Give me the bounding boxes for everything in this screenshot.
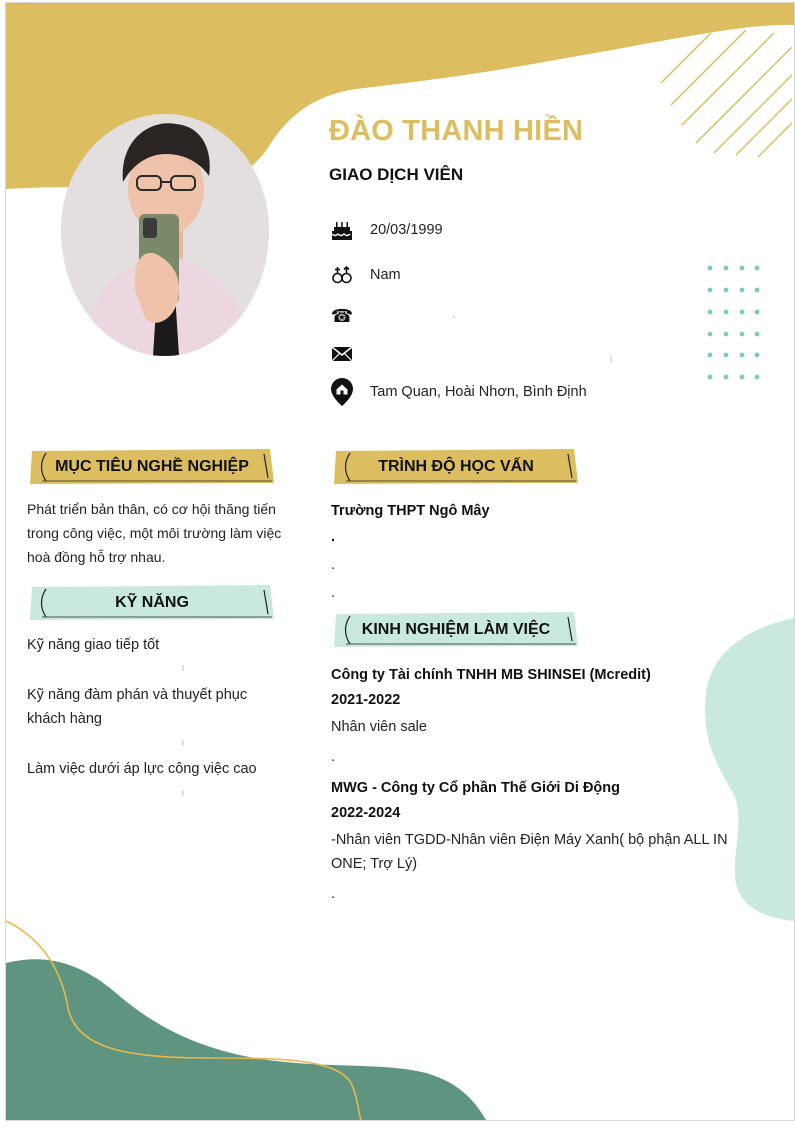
job-company: MWG - Công ty Cổ phần Thế Giới Di Động (331, 780, 620, 796)
skill-item: Làm việc dưới áp lực công việc cao (27, 761, 257, 777)
gender-value: Nam (370, 267, 401, 283)
gender-row (330, 263, 401, 287)
objective-line: hoà đồng hỗ trợ nhau. (27, 549, 166, 565)
objective-text (27, 497, 281, 569)
email-row (330, 342, 370, 366)
job-description: Nhân viên sale (331, 719, 427, 735)
objective-line: Phát triển bản thân, có cơ hội thăng tiến (27, 501, 276, 517)
education-dot: . (331, 585, 336, 601)
education-title: TRÌNH ĐỘ HỌC VẤN (378, 458, 534, 475)
job-description: ONE; Trợ Lý) (331, 856, 418, 872)
objective-heading (28, 448, 276, 486)
experience-heading (332, 611, 580, 649)
objective-line: trong công việc, một môi trường làm việc (27, 525, 282, 541)
address-value: Tam Quan, Hoài Nhơn, Bình Định (370, 384, 587, 400)
job-company: Công ty Tài chính TNHH MB SHINSEI (Mcredit) (331, 667, 651, 683)
education-school: Trường THPT Ngô Mây (331, 503, 490, 519)
job-description: -Nhân viên TGDD-Nhân viên Điện Máy Xanh( bộ phận ALL IN (331, 832, 728, 848)
location-pin-icon (330, 380, 354, 404)
email-icon (330, 342, 354, 366)
skills-heading (28, 584, 276, 622)
job-period: 2022-2024 (331, 805, 401, 821)
education-heading (332, 448, 580, 486)
experience-title: KINH NGHIỆM LÀM VIỆC (361, 621, 551, 638)
birthday-value: 20/03/1999 (370, 222, 443, 238)
job-period: 2021-2022 (331, 692, 401, 708)
address-row (330, 380, 587, 404)
education-dot: . (331, 529, 336, 545)
skill-item: khách hàng (27, 711, 102, 727)
birthday-row (330, 218, 443, 242)
objective-title: MỤC TIÊU NGHỀ NGHIỆP (55, 458, 249, 475)
education-dot: . (331, 557, 336, 573)
job-note: . (331, 886, 336, 902)
job-title: GIAO DỊCH VIÊN (329, 165, 464, 184)
profile-photo (61, 114, 269, 356)
skills-title: KỸ NĂNG (115, 594, 189, 611)
job-note: . (331, 749, 336, 765)
phone-row (330, 304, 370, 328)
gender-icon (330, 263, 354, 287)
skill-item: Kỹ năng giao tiếp tốt (27, 637, 160, 653)
candidate-name: ĐÀO THANH HIỀN (329, 115, 584, 147)
birthday-cake-icon (330, 218, 354, 242)
skill-item: Kỹ năng đàm phán và thuyết phục (27, 687, 248, 703)
phone-icon: ☎ (330, 305, 354, 326)
cv-page (5, 2, 795, 1121)
